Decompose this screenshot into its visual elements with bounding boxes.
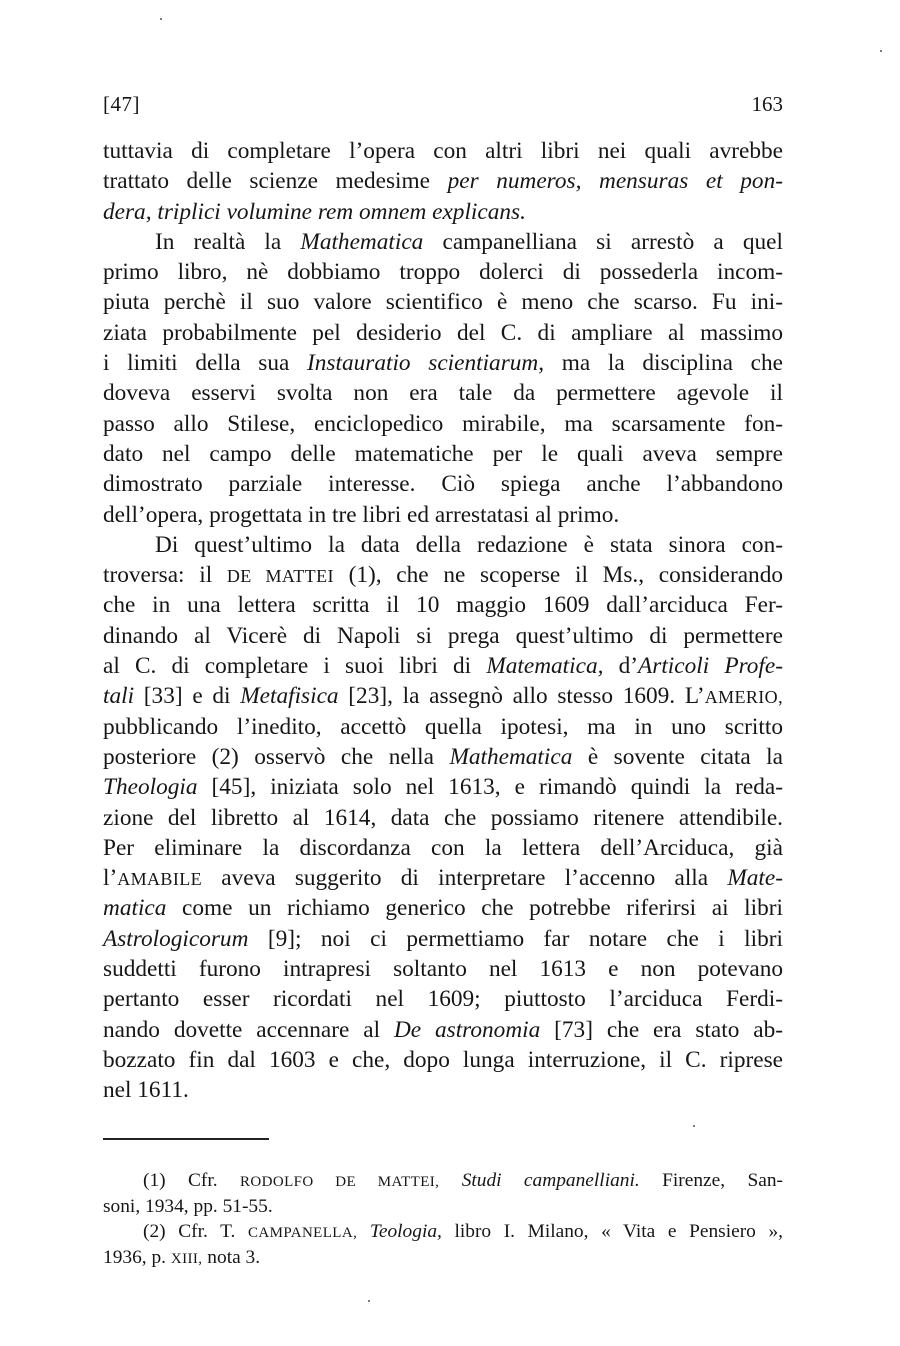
footnotes (103, 1168, 783, 1270)
text-line: nando dovette accennare al De astronomia [73] che era stato ab- (103, 1016, 783, 1043)
footnote-2-continued: 1936, p. XIII, nota 3. (103, 1246, 261, 1268)
text-line: ziata probabilmente pel desiderio del C. di ampliare al massimo (103, 319, 783, 346)
text-line: dimostrato parziale interesse. Ciò spiega anche l’abbandono (103, 471, 783, 498)
text-line: primo libro, nè dobbiamo troppo dolerci di possederla incom- (103, 259, 783, 286)
text-line: tuttavia di completare l’opera con altri libri nei quali avrebbe (103, 138, 783, 164)
author-name: AMERIO, (704, 687, 783, 708)
text-line: nel 1611. (103, 1077, 189, 1104)
text-line: dinando al Vicerè di Napoli si prega quest’ultimo di permettere (103, 622, 783, 649)
text-line: passo allo Stilese, enciclopedico mirabile, ma scarsamente fon- (103, 410, 783, 437)
footnote-separator (103, 1138, 269, 1140)
text-line: trattato delle scienze medesime per numeros, mensuras et pon- (103, 168, 783, 195)
footnote-2: (2) Cfr. T. CAMPANELLA, Teologia, libro I. Milano, « Vita e Pensiero », (143, 1221, 783, 1242)
text-line: matica come un richiamo generico che potrebbe riferirsi ai libri (103, 895, 783, 922)
text-line: bozzato fin dal 1603 e che, dopo lunga interruzione, il C. riprese (103, 1046, 783, 1073)
text-line: dera, triplici volumine rem omnem explicans. (103, 198, 526, 225)
page-number: 163 (751, 92, 783, 116)
text-line: Astrologicorum [9]; noi ci permettiamo far notare che i libri (103, 925, 783, 952)
main-text (103, 136, 783, 1106)
paragraph-start-line: In realtà la Mathematica campanelliana si arrestò a quel (155, 228, 783, 255)
text-line: dell’opera, progettata in tre libri ed arrestatasi al primo. (103, 501, 620, 528)
text-line: tali [33] e di Metafisica [23], la assegnò allo stesso 1609. L’AMERIO, (103, 683, 783, 710)
scan-speck (368, 1300, 370, 1302)
author-name: DE MATTEI (226, 566, 334, 587)
text-line: piuta perchè il suo valore scientifico è meno che scarso. Fu ini- (103, 289, 783, 316)
text-line: che in una lettera scritta il 10 maggio 1609 dall’arciduca Fer- (103, 592, 783, 619)
text-line: al C. di completare i suoi libri di Matematica, d’Articoli Profe- (103, 653, 784, 680)
text-line: Per eliminare la discordanza con la lettera dell’Arciduca, già (103, 834, 783, 861)
author-name: AMABILE (117, 869, 203, 890)
text-line: dato nel campo delle matematiche per le quali aveva sempre (103, 440, 783, 467)
scan-speck (880, 50, 882, 52)
footnote-1: (1) Cfr. RODOLFO DE MATTEI, Studi campanelliani. Firenze, San- (143, 1170, 783, 1191)
text-line: posteriore (2) osservò che nella Mathematica è sovente citata la (103, 743, 783, 770)
scan-speck (160, 18, 162, 20)
scan-speck (693, 1125, 695, 1127)
running-header (103, 92, 783, 122)
text-line: doveva esservi svolta non era tale da permettere agevole il (103, 380, 783, 407)
text-line: l’AMABILE aveva suggerito di interpretare l’accenno alla Mate- (103, 865, 783, 892)
text-line: pubblicando l’inedito, accettò quella ipotesi, ma in uno scritto (103, 713, 783, 740)
text-line: i limiti della sua Instauratio scientiarum, ma la disciplina che (103, 350, 783, 377)
paragraph-start-line: Di quest’ultimo la data della redazione è stata sinora con- (155, 531, 783, 558)
text-line: pertanto esser ricordati nel 1609; piuttosto l’arciduca Ferdi- (103, 986, 783, 1013)
author-name: RODOLFO DE MATTEI, (239, 1174, 440, 1190)
author-name: CAMPANELLA, (247, 1225, 358, 1241)
text-line: Theologia [45], iniziata solo nel 1613, e rimandò quindi la reda- (103, 774, 783, 801)
text-line: zione del libretto al 1614, data che possiamo ritenere attendibile. (103, 804, 783, 831)
text-line: troversa: il DE MATTEI (1), che ne scoperse il Ms., considerando (103, 562, 783, 589)
text-line: suddetti furono intrapresi soltanto nel 1613 e non potevano (103, 956, 783, 983)
footnote-1-continued: soni, 1934, pp. 51-55. (103, 1195, 273, 1217)
section-reference: [47] (103, 92, 140, 116)
